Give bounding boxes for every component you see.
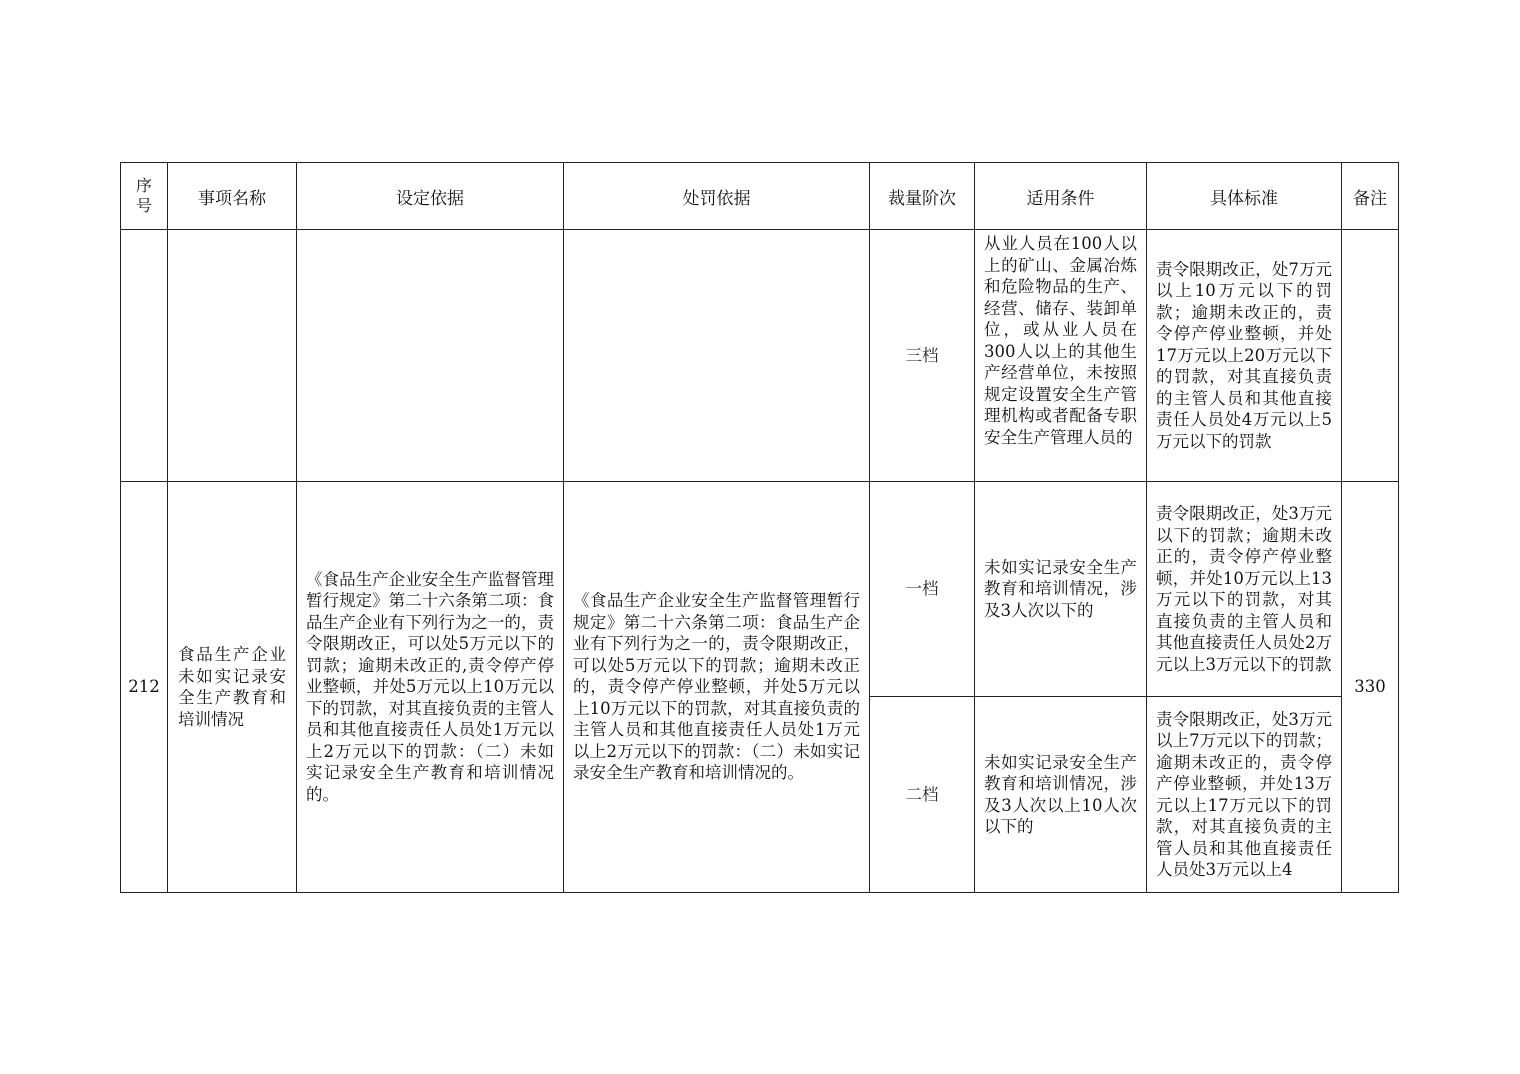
condition-cell: 未如实记录安全生产教育和培训情况，涉及3人次以下的 bbox=[975, 482, 1147, 697]
header-seq: 序 号 bbox=[121, 163, 168, 230]
seq-cell bbox=[121, 230, 168, 482]
header-name: 事项名称 bbox=[168, 163, 297, 230]
penalty-standard-table bbox=[120, 162, 1399, 893]
header-basis-set: 设定依据 bbox=[297, 163, 564, 230]
condition-cell: 从业人员在100人以上的矿山、金属冶炼和危险物品的生产、经营、储存、装卸单位，或从业人员在300人以上的其他生产经营单位，未按照规定设置安全生产管理机构或者配备专职安全生产管理人员的 bbox=[975, 230, 1147, 482]
header-standard: 具体标准 bbox=[1147, 163, 1342, 230]
header-tier: 裁量阶次 bbox=[870, 163, 975, 230]
basis-set-cell: 《食品生产企业安全生产监督管理暂行规定》第二十六条第二项：食品生产企业有下列行为之一的，责令限期改正，可以处5万元以下的罚款；逾期未改正的,责令停产停业整顿，并处5万元以上10万元以下的罚款，对其直接负责的主管人员和其他直接责任人员处1万元以上2万元以下的罚款：（二）未如实记录安全生产教育和培训情况的。 bbox=[297, 482, 564, 893]
tier-cell: 三档 bbox=[870, 230, 975, 482]
table-row bbox=[121, 230, 1399, 482]
header-condition: 适用条件 bbox=[975, 163, 1147, 230]
seq-cell: 212 bbox=[121, 482, 168, 893]
remark-cell: 330 bbox=[1342, 482, 1399, 893]
name-cell bbox=[168, 230, 297, 482]
tier-cell: 一档 bbox=[870, 482, 975, 697]
basis-penalty-cell: 《食品生产企业安全生产监督管理暂行规定》第二十六条第二项：食品生产企业有下列行为之一的，责令限期改正，可以处5万元以下的罚款；逾期未改正的，责令停产停业整顿，并处5万元以上10万元以下的罚款，对其直接负责的主管人员和其他直接责任人员处1万元以上2万元以下的罚款：（二）未如实记录安全生产教育和培训情况的。 bbox=[564, 482, 870, 893]
header-row bbox=[121, 163, 1399, 230]
table-row bbox=[121, 482, 1399, 697]
basis-set-cell bbox=[297, 230, 564, 482]
name-cell: 食品生产企业未如实记录安全生产教育和培训情况 bbox=[168, 482, 297, 893]
standard-cell: 责令限期改正，处3万元以上7万元以下的罚款；逾期未改正的，责令停产停业整顿，并处13万元以上17万元以下的罚款，对其直接负责的主管人员和其他直接责任人员处3万元以上4 bbox=[1147, 697, 1342, 893]
header-basis-penalty: 处罚依据 bbox=[564, 163, 870, 230]
remark-cell bbox=[1342, 230, 1399, 482]
condition-cell: 未如实记录安全生产教育和培训情况，涉及3人次以上10人次以下的 bbox=[975, 697, 1147, 893]
tier-cell: 二档 bbox=[870, 697, 975, 893]
standard-cell: 责令限期改正，处7万元以上10万元以下的罚款；逾期未改正的，责令停产停业整顿，并处17万元以上20万元以下的罚款，对其直接负责的主管人员和其他直接责任人员处4万元以上5万元以下的罚款 bbox=[1147, 230, 1342, 482]
header-remark: 备注 bbox=[1342, 163, 1399, 230]
basis-penalty-cell bbox=[564, 230, 870, 482]
standard-cell: 责令限期改正，处3万元以下的罚款；逾期未改正的，责令停产停业整顿，并处10万元以上13万元以下的罚款，对其直接负责的主管人员和其他直接责任人员处2万元以上3万元以下的罚款 bbox=[1147, 482, 1342, 697]
